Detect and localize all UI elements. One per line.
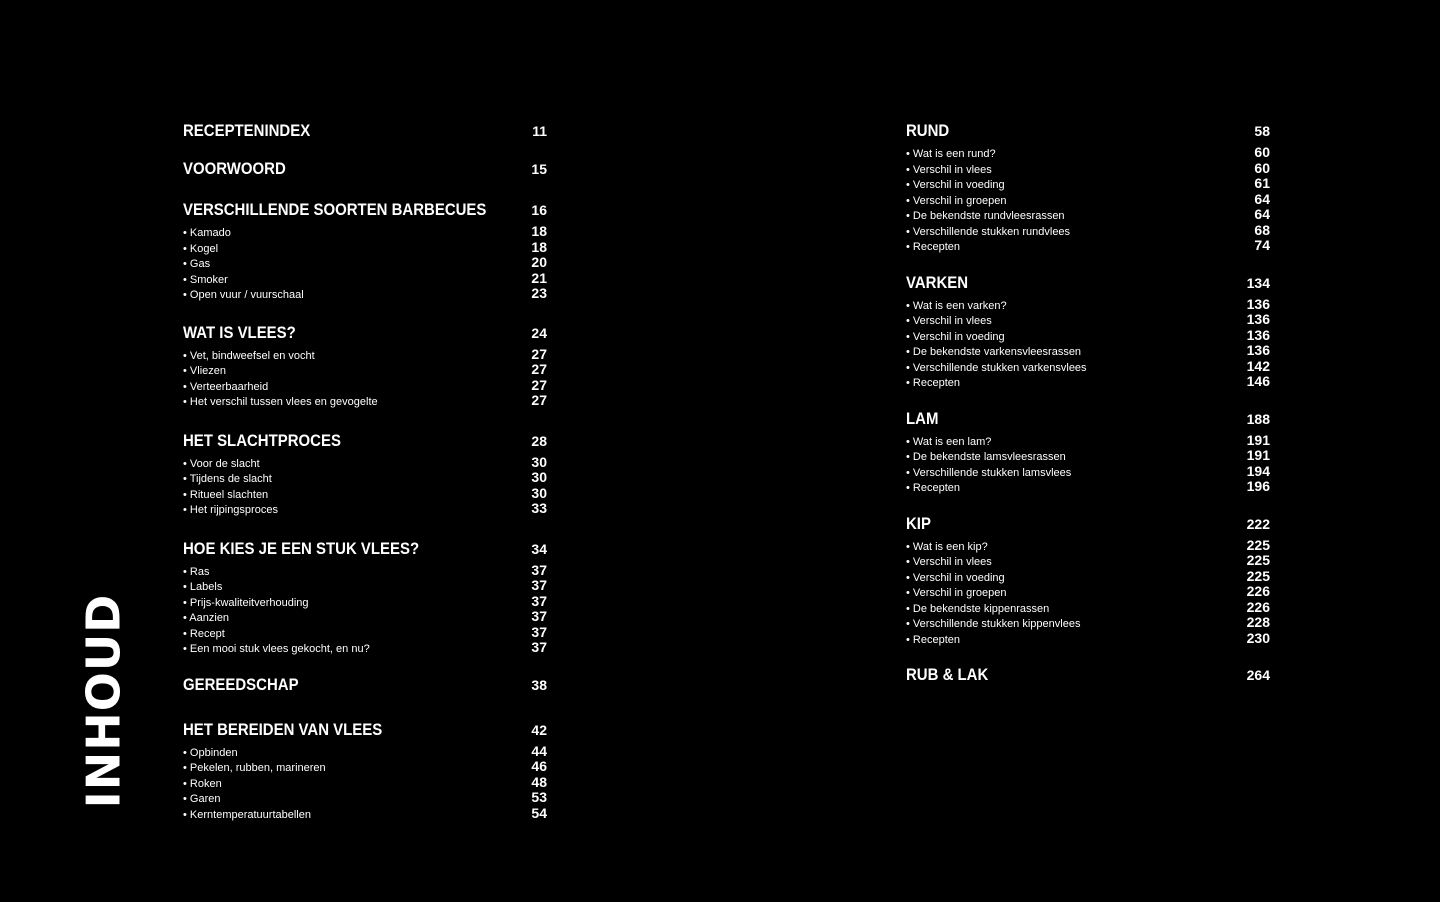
toc-entry-label: • Pekelen, rubben, marineren — [183, 762, 326, 774]
toc-heading-row[interactable] — [183, 431, 547, 454]
toc-entry[interactable] — [906, 447, 1270, 463]
toc-entry[interactable] — [183, 346, 547, 362]
toc-heading-page-number: 34 — [531, 540, 547, 557]
toc-entry-label: • Het rijpingsproces — [183, 504, 278, 516]
toc-heading-row[interactable] — [183, 159, 547, 182]
toc-entry-label: • Labels — [183, 581, 223, 593]
toc-entry-label: • Een mooi stuk vlees gekocht, en nu? — [183, 643, 370, 655]
toc-entry-page-number: 33 — [531, 500, 547, 516]
toc-entry-label: • Verschil in voeding — [906, 330, 1005, 343]
toc-entry[interactable] — [183, 789, 547, 805]
toc-entry-page-number: 64 — [1254, 206, 1270, 222]
toc-entry-page-number: 37 — [531, 592, 547, 609]
toc-entry[interactable] — [906, 175, 1270, 191]
toc-entry-label: • Smoker — [183, 273, 228, 286]
toc-heading-page-number: 16 — [531, 202, 547, 218]
toc-heading: VOORWOORD — [183, 159, 286, 178]
toc-entry-label: • Wat is een lam? — [906, 435, 992, 448]
page-title — [76, 593, 131, 809]
toc-entry-page-number: 27 — [531, 361, 547, 377]
toc-heading: HET BEREIDEN VAN VLEES — [183, 719, 383, 739]
toc-entry[interactable] — [906, 206, 1270, 222]
toc-entry-label: • Garen — [183, 793, 221, 805]
toc-entry[interactable] — [183, 454, 547, 470]
toc-entry-label: • Open vuur / vuurschaal — [183, 289, 304, 301]
toc-entry[interactable] — [183, 805, 547, 821]
page-title-text: INHOUD — [76, 593, 131, 809]
toc-entry[interactable] — [183, 254, 547, 270]
toc-heading-page-number: 58 — [1254, 123, 1270, 139]
toc-heading-row[interactable] — [906, 121, 1270, 144]
toc-heading: VARKEN — [906, 272, 969, 292]
toc-entry-label: • De bekendste varkensvleesrassen — [906, 346, 1082, 358]
toc-entry[interactable] — [183, 239, 547, 255]
toc-entry-label: • Verschil in groepen — [906, 194, 1007, 207]
toc-entry-page-number: 30 — [531, 453, 547, 470]
toc-entry[interactable] — [906, 160, 1270, 176]
toc-entry[interactable] — [183, 593, 547, 609]
toc-entry-label: • Verschil in vlees — [906, 163, 992, 176]
toc-entry[interactable] — [906, 327, 1270, 343]
toc-heading-page-number: 11 — [532, 123, 547, 139]
toc-section-receptenindex — [183, 121, 547, 144]
toc-entry-page-number: 21 — [531, 269, 547, 286]
toc-heading: LAM — [906, 408, 939, 428]
toc-entry-page-number: 37 — [531, 561, 547, 578]
toc-heading-row[interactable] — [183, 539, 547, 562]
toc-entry-label: • Gas — [183, 258, 211, 270]
toc-entry[interactable] — [183, 577, 547, 593]
toc-entry[interactable] — [183, 562, 547, 578]
toc-entry-page-number: 136 — [1246, 295, 1270, 312]
toc-entry-page-number: 30 — [531, 469, 547, 485]
toc-entry-page-number: 226 — [1246, 598, 1270, 615]
toc-heading-page-number: 15 — [531, 161, 547, 177]
toc-heading-row[interactable] — [183, 720, 547, 743]
toc-heading: WAT IS VLEES? — [183, 322, 296, 342]
toc-entry-label: • Wat is een rund? — [906, 148, 996, 160]
toc-section-lam — [906, 409, 1270, 494]
toc-heading: RECEPTENINDEX — [183, 121, 311, 140]
toc-entry[interactable] — [183, 361, 547, 377]
toc-entry[interactable] — [906, 144, 1270, 160]
toc-right-column — [906, 121, 1270, 688]
toc-entry[interactable] — [183, 500, 547, 516]
toc-entry[interactable] — [183, 270, 547, 286]
toc-heading-page-number: 188 — [1246, 410, 1270, 427]
toc-entry-page-number: 74 — [1254, 237, 1270, 253]
toc-entry-page-number: 18 — [531, 223, 547, 239]
toc-entry-page-number: 226 — [1246, 583, 1270, 599]
toc-entry[interactable] — [906, 373, 1270, 389]
toc-entry-page-number: 20 — [531, 254, 547, 270]
toc-entry-label: • Verschil in vlees — [906, 315, 992, 327]
toc-entry-label: • Verschil in groepen — [906, 587, 1007, 599]
toc-entry-page-number: 196 — [1246, 478, 1270, 494]
toc-entry-label: • Recepten — [906, 241, 960, 253]
toc-entry-label: • Verschillende stukken lamsvlees — [906, 466, 1072, 479]
toc-section-wat-is-vlees — [183, 323, 547, 408]
toc-entry[interactable] — [906, 478, 1270, 494]
toc-entry-page-number: 225 — [1246, 552, 1270, 568]
toc-entry-page-number: 225 — [1246, 536, 1270, 553]
toc-entry-label: • Kogel — [183, 242, 219, 255]
toc-entry[interactable] — [906, 432, 1270, 448]
toc-entry-label: • De bekendste rundvleesrassen — [906, 210, 1065, 222]
toc-section-het-slachtproces — [183, 431, 547, 516]
toc-entry[interactable] — [906, 463, 1270, 479]
toc-entry[interactable] — [906, 342, 1270, 358]
toc-entry[interactable] — [906, 222, 1270, 238]
toc-entry-label: • Recept — [183, 627, 225, 640]
toc-entry[interactable] — [906, 537, 1270, 553]
toc-heading-row[interactable] — [906, 273, 1270, 296]
toc-entry[interactable] — [183, 223, 547, 239]
toc-heading-row[interactable] — [906, 665, 1270, 688]
toc-heading: HOE KIES JE EEN STUK VLEES? — [183, 538, 420, 558]
toc-heading-page-number: 28 — [531, 432, 547, 449]
toc-section-varken — [906, 273, 1270, 389]
toc-entry-page-number: 54 — [531, 804, 547, 821]
toc-heading-row[interactable] — [183, 200, 547, 223]
toc-entry-label: • Ritueel slachten — [183, 488, 269, 501]
toc-left-column — [183, 121, 547, 820]
toc-entry[interactable] — [183, 285, 547, 301]
toc-entry-page-number: 46 — [531, 758, 547, 774]
toc-entry-page-number: 48 — [531, 773, 547, 790]
toc-entry-label: • Verschillende stukken rundvlees — [906, 225, 1071, 238]
toc-entry-page-number: 18 — [531, 238, 547, 255]
toc-entry-page-number: 64 — [1254, 190, 1270, 207]
toc-entry-label: • Verschil in voeding — [906, 571, 1005, 584]
toc-entry[interactable] — [906, 552, 1270, 568]
toc-section-verschillende-soorten-barbecues — [183, 200, 547, 301]
toc-heading-row[interactable] — [183, 675, 547, 698]
toc-section-kip — [906, 514, 1270, 646]
toc-entry-label: • Recepten — [906, 377, 960, 389]
toc-entry-label: • Aanzien — [183, 612, 230, 624]
toc-entry[interactable] — [906, 237, 1270, 253]
toc-section-hoe-kies-je-een-stuk-vlees — [183, 539, 547, 655]
toc-entry[interactable] — [183, 608, 547, 624]
toc-heading-row[interactable] — [906, 409, 1270, 432]
toc-entry[interactable] — [183, 758, 547, 774]
toc-heading-page-number: 222 — [1246, 515, 1270, 532]
toc-entry[interactable] — [906, 599, 1270, 615]
toc-entry-page-number: 23 — [531, 285, 547, 301]
toc-entry-page-number: 61 — [1254, 175, 1270, 191]
toc-section-rund — [906, 121, 1270, 253]
toc-entry[interactable] — [183, 485, 547, 501]
toc-entry-page-number: 191 — [1246, 431, 1270, 448]
toc-entry-page-number: 37 — [531, 577, 547, 593]
toc-entry-label: • Vliezen — [183, 365, 226, 377]
toc-entry-page-number: 37 — [531, 639, 547, 655]
toc-entry[interactable] — [183, 743, 547, 759]
toc-entry-page-number: 30 — [531, 484, 547, 501]
toc-heading: RUND — [906, 121, 950, 140]
toc-entry-label: • Voor de slacht — [183, 457, 260, 470]
toc-heading: KIP — [906, 513, 931, 533]
toc-entry-page-number: 44 — [531, 742, 547, 759]
toc-heading: RUB & LAK — [906, 665, 989, 684]
toc-entry-page-number: 68 — [1254, 221, 1270, 238]
toc-entry[interactable] — [906, 311, 1270, 327]
toc-entry-page-number: 136 — [1246, 342, 1270, 358]
toc-entry-label: • Het verschil tussen vlees en gevogelte — [183, 396, 378, 408]
toc-entry-page-number: 230 — [1246, 629, 1270, 646]
toc-heading: HET SLACHTPROCES — [183, 430, 341, 450]
toc-entry-page-number: 146 — [1246, 373, 1270, 389]
toc-entry-page-number: 142 — [1246, 357, 1270, 374]
toc-entry-label: • Wat is een varken? — [906, 299, 1007, 312]
toc-entry[interactable] — [906, 630, 1270, 646]
toc-entry-page-number: 27 — [531, 376, 547, 393]
toc-entry[interactable] — [906, 296, 1270, 312]
toc-section-gereedschap — [183, 675, 547, 698]
toc-entry-label: • De bekendste lamsvleesrassen — [906, 451, 1066, 463]
toc-entry[interactable] — [906, 568, 1270, 584]
toc-section-het-bereiden-van-vlees — [183, 720, 547, 821]
toc-heading: VERSCHILLENDE SOORTEN BARBECUES — [183, 200, 487, 219]
toc-entry[interactable] — [906, 583, 1270, 599]
toc-heading-row[interactable] — [183, 121, 547, 144]
toc-entry-label: • Verschil in voeding — [906, 179, 1005, 191]
toc-heading-page-number: 38 — [531, 676, 547, 693]
toc-entry-page-number: 194 — [1246, 462, 1270, 479]
toc-heading-page-number: 134 — [1246, 274, 1270, 291]
toc-entry[interactable] — [183, 377, 547, 393]
toc-entry-label: • Tijdens de slacht — [183, 473, 272, 485]
toc-entry[interactable] — [183, 392, 547, 408]
toc-section-voorwoord — [183, 159, 547, 182]
toc-entry[interactable] — [183, 639, 547, 655]
toc-entry[interactable] — [183, 469, 547, 485]
toc-entry-label: • Verschillende stukken kippenvlees — [906, 618, 1081, 630]
toc-entry-label: • Verteerbaarheid — [183, 380, 269, 393]
toc-entry-page-number: 136 — [1246, 326, 1270, 343]
toc-entry-label: • De bekendste kippenrassen — [906, 602, 1050, 615]
toc-entry-label: • Verschil in vlees — [906, 556, 992, 568]
toc-entry-label: • Roken — [183, 777, 222, 790]
toc-entry-page-number: 225 — [1246, 567, 1270, 584]
toc-heading: GEREEDSCHAP — [183, 674, 299, 694]
toc-heading-row[interactable] — [906, 514, 1270, 537]
toc-entry-label: • Ras — [183, 565, 210, 578]
toc-entry-page-number: 37 — [531, 608, 547, 624]
toc-entry-label: • Prijs-kwaliteitverhouding — [183, 596, 309, 609]
toc-section-rub-and-lak — [906, 665, 1270, 688]
toc-entry-page-number: 53 — [531, 789, 547, 805]
toc-entry[interactable] — [183, 624, 547, 640]
toc-entry-page-number: 136 — [1246, 311, 1270, 327]
toc-entry-label: • Wat is een kip? — [906, 540, 988, 553]
toc-entry-label: • Verschillende stukken varkensvlees — [906, 361, 1087, 374]
toc-entry-page-number: 27 — [531, 392, 547, 408]
toc-heading-row[interactable] — [183, 323, 547, 346]
toc-entry[interactable] — [906, 191, 1270, 207]
toc-entry-label: • Recepten — [906, 633, 960, 646]
toc-entry-page-number: 228 — [1246, 614, 1270, 630]
toc-entry[interactable] — [183, 774, 547, 790]
toc-entry-page-number: 60 — [1254, 159, 1270, 176]
toc-entry[interactable] — [906, 358, 1270, 374]
toc-entry-label: • Kerntemperatuurtabellen — [183, 808, 311, 821]
toc-heading-page-number: 264 — [1246, 667, 1270, 683]
toc-entry[interactable] — [906, 614, 1270, 630]
toc-entry-page-number: 27 — [531, 345, 547, 362]
toc-entry-label: • Kamado — [183, 227, 231, 239]
toc-entry-label: • Opbinden — [183, 746, 238, 759]
toc-entry-label: • Vet, bindweefsel en vocht — [183, 349, 315, 362]
toc-entry-page-number: 191 — [1246, 447, 1270, 463]
toc-heading-page-number: 42 — [531, 721, 547, 738]
toc-entry-page-number: 37 — [531, 623, 547, 640]
toc-entry-page-number: 60 — [1254, 144, 1270, 160]
toc-entry-label: • Recepten — [906, 482, 960, 494]
toc-heading-page-number: 24 — [531, 324, 547, 341]
